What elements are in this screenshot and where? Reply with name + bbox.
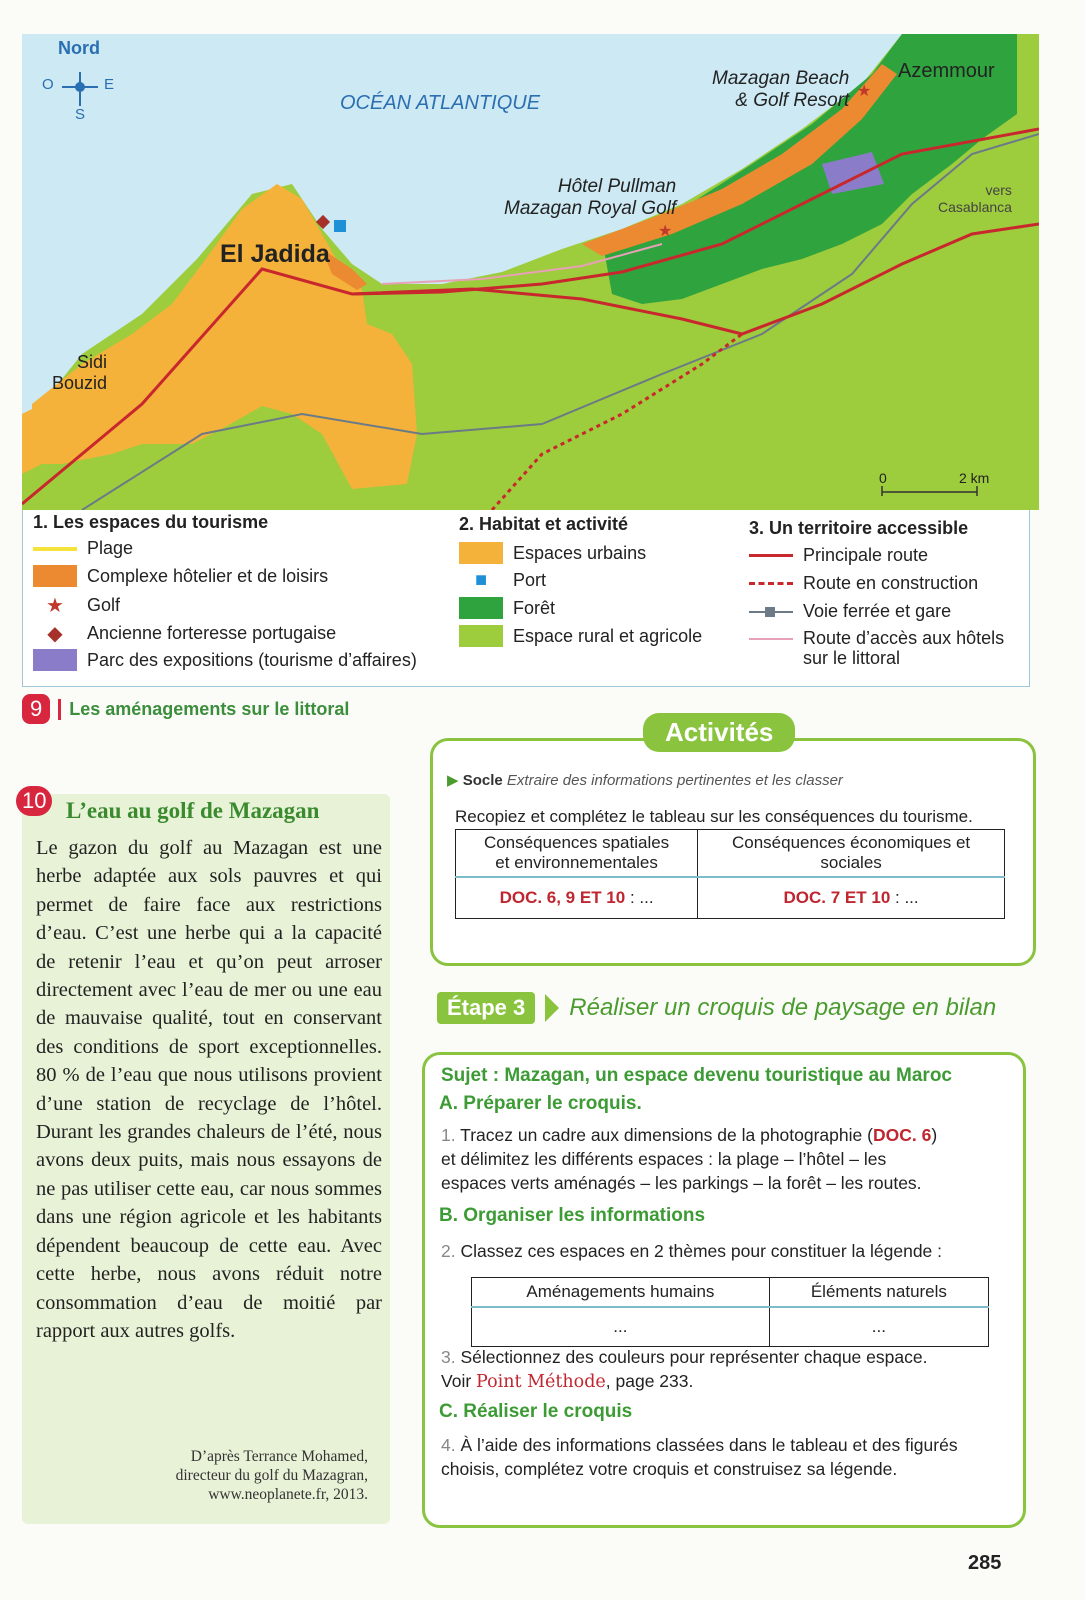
hotel-swatch (33, 565, 77, 587)
beach-swatch (33, 547, 77, 551)
doc9-caption-text: Les aménagements sur le littoral (58, 699, 349, 720)
activites-instruction: Recopiez et complétez le tableau sur les conséquences du tourisme. (455, 807, 973, 826)
legend-item-hotel (33, 565, 328, 587)
square-icon: ■ (474, 569, 488, 591)
legend-label: Espaces urbains (513, 542, 647, 563)
step-number: 2. (441, 1241, 456, 1261)
legend-label: Espace rural et agricole (513, 625, 703, 646)
step-number: 1. (441, 1125, 456, 1145)
forest-swatch (459, 597, 503, 619)
legend-item-rail (749, 601, 951, 622)
legend-item-golf (33, 593, 120, 618)
table-cell: ... (769, 1307, 988, 1347)
legend-item-road-construction (749, 573, 978, 594)
part-a-heading: A. Préparer le croquis. (439, 1093, 642, 1114)
sujet-title: Sujet : Mazagan, un espace devenu touristique au Maroc (441, 1065, 952, 1086)
activites-tab: Activités (643, 713, 795, 752)
step-2 (441, 1239, 942, 1263)
compass-west: O (42, 76, 54, 93)
legend-section2-title: 2. Habitat et activité (459, 514, 629, 534)
activites-box (430, 717, 1036, 966)
doc10-box (22, 788, 390, 1524)
step-text: Tracez un cadre aux dimensions de la photographie ( (460, 1125, 873, 1145)
pullman-label: Hôtel Pullman Mazagan Royal Golf (504, 176, 677, 219)
legend-item-port (459, 569, 546, 592)
compass-east: E (104, 76, 115, 93)
socle-line (447, 771, 843, 789)
legend-item-rural (459, 625, 702, 647)
page-number: 285 (968, 1552, 1002, 1574)
table-header: Éléments naturels (769, 1278, 988, 1308)
part-c-heading: C. Réaliser le croquis (439, 1401, 633, 1422)
doc10-title: L’eau au golf de Mazagan (66, 798, 320, 823)
ocean-label: OCÉAN ATLANTIQUE (340, 92, 541, 114)
legend-item-fortress (33, 621, 336, 646)
table-header: Aménagements humains (472, 1278, 770, 1308)
vers-casablanca-label: vers Casablanca (938, 182, 1012, 215)
doc10-source: D’après Terrance Mohamed, directeur du golf du Mazagran, www.neoplanete.fr, 2013. (175, 1448, 368, 1503)
step-1 (441, 1123, 937, 1195)
legend-label: Plage (87, 538, 134, 558)
step-number: 3. (441, 1347, 456, 1367)
play-icon: ▶ (447, 772, 459, 789)
doc10-body: Le gazon du golf au Mazagan est une herbe adaptée aux sols pauvres et qui permet de faire face aux restrictions d’eau. C’est une herbe qui a la capacité de retenir l’eau et qu’on peut arroser directement avec l’eau de mer ou une eau de mauvaise qualité, tout en conservant des conditions de sport exceptionnelles. 80 % de l’eau que nous utilisons provient d’une station de recyclage de l’hôtel. Durant les grandes chaleurs de l’été, nous avons deux puits, mais nous essayons de ne pas utiliser cette eau, car nous sommes dans une région agricole et les habitants dépendent beaucoup de cette eau. Avec cette herbe, nous avons réduit notre consommation d’eau de moitié par rapport aux autres golfs. (36, 837, 382, 1342)
legend-label: Port (513, 570, 547, 590)
legend-label: Principale route (803, 545, 929, 565)
legend-item-forest (459, 597, 555, 619)
dashed-road-line (749, 582, 793, 585)
socle-text: Extraire des informations pertinentes et les classer (506, 772, 843, 789)
step-number: 4. (441, 1435, 456, 1455)
step-text: , page 233. (605, 1371, 694, 1391)
map (22, 34, 1039, 510)
part-b-heading: B. Organiser les informations (439, 1205, 706, 1226)
urban-swatch (459, 542, 503, 564)
table-cell: ... (472, 1307, 770, 1347)
compass-north: Nord (58, 38, 100, 58)
legend-item-urban (459, 542, 646, 564)
socle-label: Socle (462, 772, 503, 789)
step-text: Classez ces espaces en 2 thèmes pour constituer la légende : (460, 1241, 943, 1261)
legend-label: Golf (87, 595, 121, 615)
access-road-line (749, 638, 793, 640)
sidi-bouzid-label: Sidi Bouzid (52, 352, 108, 393)
legend-label: Route d’accès aux hôtels sur le littoral (803, 628, 1005, 668)
doc9-number: 9 (22, 694, 50, 724)
step-text: À l’aide des informations classées dans le tableau et des figurés choisis, complétez votre croquis et construisez sa légende. (441, 1435, 958, 1479)
diamond-icon: ◆ (47, 623, 63, 645)
sujet-box (422, 1052, 1026, 1528)
golf-star-pullman: ★ (658, 221, 673, 240)
doc10-number: 10 (16, 786, 52, 816)
star-icon: ★ (46, 595, 64, 617)
port-symbol (334, 220, 346, 232)
legend-label: Ancienne forteresse portugaise (87, 623, 337, 643)
step-3 (441, 1345, 927, 1394)
doc-reference: DOC. 6, 9 ET 10 (499, 888, 626, 907)
legend-label: Voie ferrée et gare (803, 601, 952, 621)
legend-item-expo (33, 649, 417, 671)
doc-reference: DOC. 6 (872, 1125, 932, 1145)
legend-item-access-road (749, 628, 1004, 668)
legend-label: Complexe hôtelier et de loisirs (87, 565, 329, 586)
mazagan-beach-label: Mazagan Beach & Golf Resort (712, 68, 850, 111)
road-line (749, 554, 793, 557)
legend-themes-table (471, 1277, 989, 1347)
legend-label: Parc des expositions (tourisme d’affaires) (87, 649, 417, 670)
step-text: Sélectionnez des couleurs pour représenter chaque espace. Voir (441, 1347, 928, 1391)
azemmour-label: Azemmour (898, 60, 995, 82)
step-text: ) et délimitez les différents espaces : la plage – l’hôtel – les espaces verts aménagés – les parkings – la forêt – les routes. (441, 1125, 938, 1193)
expo-swatch (33, 649, 77, 671)
arrow-right-icon (545, 994, 559, 1022)
map-legend (22, 510, 1030, 687)
table-header: Conséquences spatiales et environnementales (456, 830, 698, 878)
table-header: Conséquences économiques et sociales (698, 830, 1005, 878)
point-methode-link[interactable]: Point Méthode (476, 1372, 606, 1392)
golf-star-mazagan: ★ (857, 81, 872, 100)
etape-badge: Étape 3 (437, 992, 535, 1024)
legend-item-plage (33, 538, 133, 559)
legend-section3-title: 3. Un territoire accessible (749, 518, 969, 538)
consequences-table (455, 829, 1005, 919)
table-cell (456, 877, 698, 919)
etape-heading (437, 992, 996, 1024)
rural-swatch (459, 625, 503, 647)
el-jadida-label: El Jadida (220, 240, 330, 268)
cell-text: : ... (890, 888, 919, 907)
legend-label: Route en construction (803, 573, 979, 593)
rail-line (749, 611, 793, 613)
legend-item-road (749, 545, 928, 566)
legend-label: Forêt (513, 597, 556, 618)
doc9-caption (22, 694, 349, 724)
scale-zero: 0 (879, 470, 887, 486)
doc-reference: DOC. 7 ET 10 (783, 888, 891, 907)
scale-distance: 2 km (959, 470, 990, 486)
compass-south: S (75, 106, 86, 123)
legend-section1-title: 1. Les espaces du tourisme (33, 512, 269, 532)
etape-title: Réaliser un croquis de paysage en bilan (569, 994, 997, 1021)
cell-text: : ... (625, 888, 654, 907)
step-4 (441, 1433, 958, 1481)
table-cell (698, 877, 1005, 919)
